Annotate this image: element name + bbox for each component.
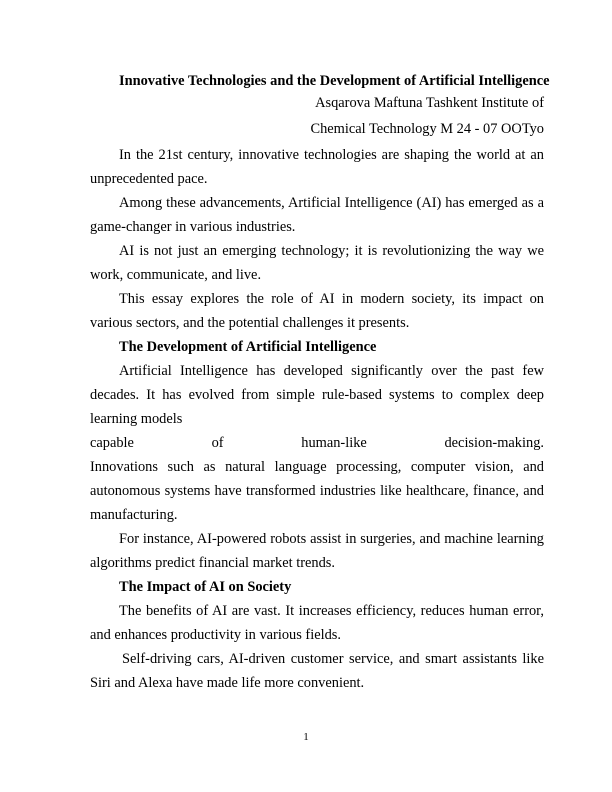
author-block — [90, 89, 544, 143]
spread-word: capable — [90, 435, 134, 451]
spread-word: decision-making. — [444, 435, 544, 451]
page-number: 1 — [303, 731, 309, 743]
intro-paragraph-4: This essay explores the role of AI in modern society, its impact on various sectors, and the potential challenges it presents. — [90, 291, 544, 331]
intro-paragraph-2: Among these advancements, Artificial Intelligence (AI) has emerged as a game-changer in various industries. — [90, 195, 544, 235]
spread-word: human-like — [301, 435, 367, 451]
development-paragraph-1b: Innovations such as natural language processing, computer vision, and autonomous systems have transformed industries like healthcare, finance, and manufacturing. — [90, 459, 544, 523]
section-heading-impact: The Impact of AI on Society — [119, 579, 292, 595]
impact-paragraph-2: Self-driving cars, AI-driven customer service, and smart assistants like Siri and Alexa have made life more convenient. — [90, 651, 544, 691]
development-justified-line — [90, 431, 544, 455]
impact-paragraph-1: The benefits of AI are vast. It increases efficiency, reduces human error, and enhances productivity in various fields. — [90, 603, 544, 643]
development-paragraph-2: For instance, AI-powered robots assist in surgeries, and machine learning algorithms predict financial market trends. — [90, 531, 544, 571]
development-paragraph-1a: Artificial Intelligence has developed significantly over the past few decades. It has evolved from simple rule-based systems to complex deep learning models — [90, 363, 544, 427]
author-line-1: Asqarova Maftuna Tashkent Institute of — [315, 95, 544, 111]
intro-paragraph-1: In the 21st century, innovative technologies are shaping the world at an unprecedented pace. — [90, 147, 544, 187]
spread-word: of — [211, 435, 224, 451]
document-title: Innovative Technologies and the Development of Artificial Intelligence — [119, 73, 550, 89]
intro-paragraph-3: AI is not just an emerging technology; it is revolutionizing the way we work, communicate, and live. — [90, 243, 544, 283]
author-line-2: Chemical Technology M 24 - 07 OOTyo — [310, 121, 544, 137]
document-body — [90, 69, 550, 695]
section-heading-development: The Development of Artificial Intelligence — [119, 339, 377, 355]
